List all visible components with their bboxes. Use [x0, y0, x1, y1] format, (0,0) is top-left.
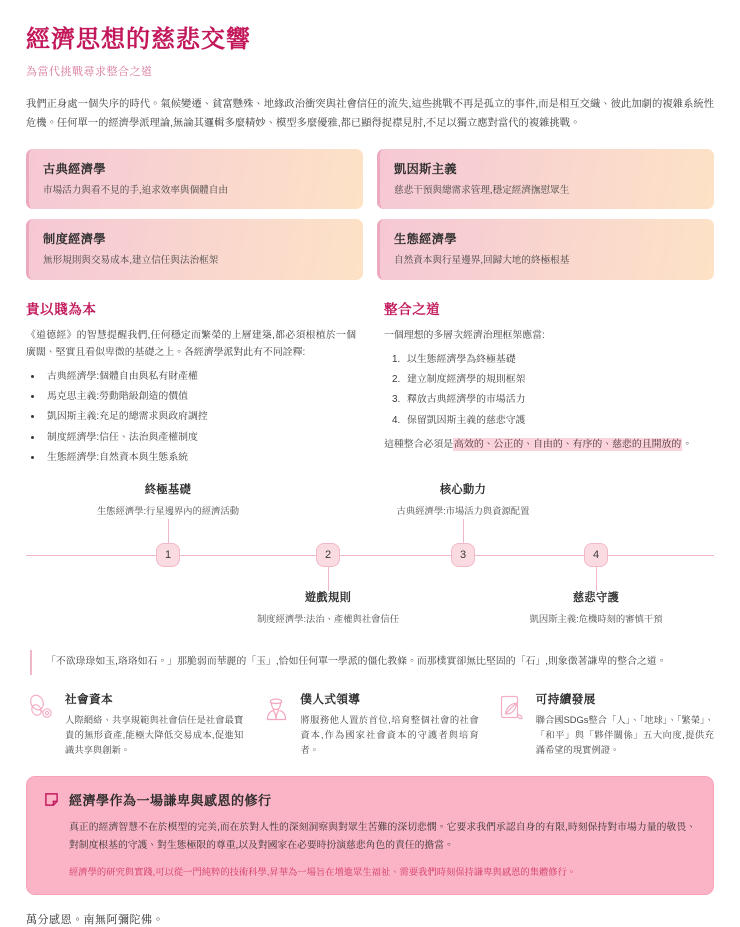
school-card-desc: 市場活力與看不見的手,追求效率與個體自由: [43, 184, 228, 196]
timeline-label-title: 遊戲規則: [304, 592, 352, 605]
feature-text: [65, 691, 243, 758]
timeline-label-desc: 制度經濟學:法治、產權與社會信任: [256, 614, 400, 625]
feature-item: [261, 691, 478, 758]
list-item: • 制度經濟學:信任、法治與產權制度: [43, 431, 356, 445]
timeline-marker[interactable]: 2: [316, 543, 340, 567]
footer-note: 萬分感恩。南無阿彌陀佛。: [26, 914, 164, 927]
features-row: [26, 691, 714, 758]
timeline-axis: [26, 555, 714, 556]
intro-paragraph: 我們正身處一個失序的時代。氣候變遷、貧富懸殊、地緣政治衝突與社會信任的流失,這些挑戰不再是孤立的事件,而是相互交織、彼此加劇的複雜系統性危機。任何單一的經濟學派理論,無論其邏輯多麼精妙、模型多麼優雅,都已顯得捉襟見肘,不足以獨立應對當代的複雜挑戰。: [26, 98, 714, 129]
list-item: 4. 保留凱因斯主義的慈悲守護: [403, 414, 714, 428]
feature-item: [26, 691, 243, 758]
feature-title: 可持續發展: [535, 693, 596, 707]
list-item: 2. 建立制度經濟學的規則框架: [403, 373, 714, 387]
feature-desc: 將服務他人置於首位,培育整個社會的社會資本,作為國家社會資本的守護者與培育者。: [300, 715, 479, 756]
schools-grid: [26, 149, 714, 280]
timeline-stem: [168, 519, 169, 543]
closing-highlight: 高效的、公正的、自由的、有序的、慈悲的且開放的: [454, 439, 682, 450]
left-column-list: [26, 370, 356, 466]
right-column-paragraph: 一個理想的多層次經濟治理框架應當:: [384, 329, 545, 341]
timeline-label: [343, 481, 583, 518]
timeline-marker[interactable]: 1: [156, 543, 180, 567]
school-card: [377, 219, 714, 279]
list-item: 1. 以生態經濟學為終極基礎: [403, 353, 714, 367]
timeline-stem: [328, 567, 329, 591]
school-card-title: 制度經濟學: [43, 232, 106, 247]
closing-prefix: 這種整合必須是: [384, 439, 454, 450]
school-card-title: 生態經濟學: [394, 232, 457, 247]
callout-footer: 經濟學的研究與實踐,可以從一門純粹的技術科學,昇華為一場旨在增進眾生福祉、需要我們時刻保持謙卑與感恩的集體修行。: [69, 866, 577, 877]
school-card: [26, 219, 363, 279]
timeline-stem: [463, 519, 464, 543]
practice-callout: [26, 776, 714, 895]
school-card-title: 凱因斯主義: [394, 161, 457, 176]
school-card: [377, 149, 714, 209]
timeline-label: [208, 589, 448, 626]
feature-desc: 聯合國SDGs整合「人」、「地球」、「繁榮」、「和平」與「夥伴關係」五大向度,提供充滿希望的現實例證。: [535, 715, 714, 756]
list-item: • 馬克思主義:勞動階級創造的價值: [43, 390, 356, 404]
right-column-heading: 整合之道: [384, 301, 441, 317]
servant-person-icon: [261, 693, 291, 723]
feature-title: 僕人式領導: [300, 693, 361, 707]
timeline-label-desc: 凱因斯主義:危機時刻的審慎干預: [529, 614, 663, 625]
timeline-label-title: 慈悲守護: [572, 592, 620, 605]
feature-text: [536, 691, 714, 758]
leaf-document-icon: [497, 693, 527, 723]
list-item: 3. 釋放古典經濟學的市場活力: [403, 393, 714, 407]
school-card-desc: 慈悲干預與總需求管理,穩定經濟撫慰眾生: [394, 184, 570, 196]
left-column: [26, 298, 356, 472]
callout-header: [44, 790, 696, 809]
feature-text: [300, 691, 478, 758]
integration-timeline: [26, 477, 714, 642]
list-item: • 凱因斯主義:充足的總需求與政府調控: [43, 410, 356, 424]
school-card-desc: 自然資本與行星邊界,回歸大地的終極根基: [394, 255, 570, 267]
timeline-label-desc: 生態經濟學:行星邊界內的經濟活動: [96, 506, 240, 517]
feature-item: [497, 691, 714, 758]
feature-title: 社會資本: [65, 693, 113, 707]
timeline-label: [48, 481, 288, 518]
timeline-label: [476, 589, 716, 626]
page-subtitle: 為當代挑戰尋求整合之道: [26, 65, 153, 78]
network-links-icon: [26, 693, 56, 723]
timeline-label-title: 核心動力: [439, 484, 487, 497]
left-column-paragraph: 《道德經》的智慧提醒我們,任何穩定而繁榮的上層建築,都必須根植於一個廣闊、堅實且看似卑微的基礎之上。各經濟學派對此有不同詮釋:: [26, 329, 356, 358]
page-title: 經濟思想的慈悲交響: [26, 26, 251, 53]
callout-title: 經濟學作為一場謙卑與感恩的修行: [69, 793, 272, 809]
right-column-closing: [384, 437, 714, 453]
school-card-desc: 無形規則與交易成本,建立信任與法治框架: [43, 255, 219, 267]
timeline-label-title: 終極基礎: [144, 484, 192, 497]
timeline-label-desc: 古典經濟學:市場活力與資源配置: [396, 506, 530, 517]
timeline-marker[interactable]: 4: [584, 543, 608, 567]
callout-body: 真正的經濟智慧不在於模型的完美,而在於對人性的深刻洞察與對眾生苦難的深切悲憫。它要求我們承認自身的有限,時刻保持對市場力量的敬畏、對制度根基的守護、對生態極限的尊重,以及對國家在必要時扮演慈悲角色的責任的擔當。: [69, 822, 696, 851]
blockquote: 「不欲琭琭如玉,珞珞如石。」那脆弱而華麗的「玉」,恰如任何單一學派的僵化教條。而那樸實卻無比堅固的「石」,則象徵著謙卑的整合之道。: [30, 650, 714, 675]
bookmark-note-icon: [44, 792, 59, 807]
school-card: [26, 149, 363, 209]
timeline-marker[interactable]: 3: [451, 543, 475, 567]
list-item: • 生態經濟學:自然資本與生態系統: [43, 451, 356, 465]
closing-suffix: 。: [682, 439, 693, 450]
two-column-section: [26, 298, 714, 472]
list-item: • 古典經濟學:個體自由與私有財產權: [43, 370, 356, 384]
school-card-title: 古典經濟學: [43, 161, 106, 176]
timeline-stem: [596, 567, 597, 591]
right-column: [384, 298, 714, 472]
feature-desc: 人際網絡、共享規範與社會信任是社會最寶貴的無形資產,能極大降低交易成本,促進知識共享與創新。: [65, 715, 244, 756]
right-column-list: [384, 353, 714, 428]
left-column-heading: 貴以賤為本: [26, 301, 97, 317]
